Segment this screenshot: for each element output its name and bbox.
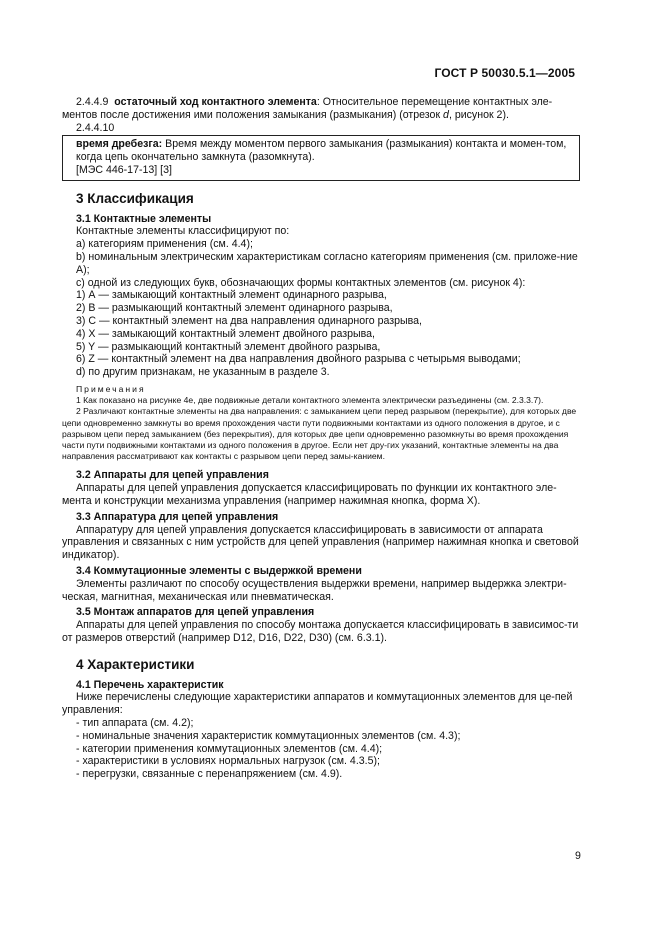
list-item: - перегрузки, связанные с перенапряжением (см. 4.9). <box>76 768 343 781</box>
list-item: 3) С — контактный элемент на два направления одинарного разрыва, <box>76 314 422 327</box>
list-item: - тип аппарата (см. 4.2); <box>76 716 194 729</box>
term-bounce-time: время дребезга: <box>76 138 163 151</box>
section-4-title: 4 Характеристики <box>76 656 195 672</box>
subsection-3-3-title: 3.3 Аппаратура для цепей управления <box>76 510 279 523</box>
definition-box <box>62 135 580 180</box>
subsection-4-1-title: 4.1 Перечень характеристик <box>76 678 224 691</box>
list-item: - категории применения коммутационных элементов (см. 4.4); <box>76 742 383 755</box>
subsection-3-2-title: 3.2 Аппараты для цепей управления <box>76 469 269 482</box>
list-item: 4) Х — замыкающий контактный элемент двойного разрыва, <box>76 327 375 340</box>
list-item: - характеристики в условиях нормальных нагрузок (см. 4.3.5); <box>76 755 380 768</box>
clause-number: 2.4.4.9 <box>76 96 109 108</box>
list-item: c) одной из следующих букв, обозначающих формы контактных элементов (см. рисунок 4): <box>76 276 526 289</box>
standard-header: ГОСТ Р 50030.5.1—2005 <box>434 66 575 80</box>
list-item: 6) Z — контактный элемент на два направления двойного разрыва с четырьмя выводами; <box>76 353 521 366</box>
s35-text: Аппараты для цепей управления по способу монтажа допускается классифицировать в зависимос-ти от размеров отверстий (например D12, D16, D22, D30) (см. 6.3.1). <box>62 619 579 644</box>
clause-text: : Относительное перемещение контактных эле-ментов после достижения ими положения замыкания (размыкания) (отрезок <box>62 96 553 121</box>
page-number: 9 <box>575 850 581 862</box>
list-item: 5) Y — размыкающий контактный элемент двойного разрыва, <box>76 340 381 353</box>
subsection-3-4-title: 3.4 Коммутационные элементы с выдержкой времени <box>76 564 362 577</box>
clause-2-4-4-10: 2.4.4.10 <box>76 121 115 134</box>
s32-text: Аппараты для цепей управления допускается классифицировать по функции их контактного эле-мента и конструкции механизма управления (например нажимная кнопка, форма Х). <box>62 482 557 507</box>
page-content <box>62 96 580 781</box>
note-1: 1 Как показано на рисунке 4е, две подвижные детали контактного элемента электрически разъединены (см. 2.3.3.7). <box>76 395 544 406</box>
clause-text-end: , рисунок 2). <box>448 108 509 121</box>
list-item: d) по другим признакам, не указанным в разделе 3. <box>76 366 330 379</box>
clause-2-4-4-9 <box>62 96 580 122</box>
notes-block <box>62 384 580 462</box>
definition-text: Время между моментом первого замыкания (размыкания) контакта и момен-том, когда цепь окончательно замкнута (разомкнута). <box>76 138 567 164</box>
clause-italic: d <box>443 108 449 121</box>
s34-text: Элементы различают по способу осуществления выдержки времени, например выдержка электри-ческая, магнитная, механическая или пневматическая. <box>62 577 567 603</box>
s41-intro: Ниже перечислены следующие характеристики аппаратов и коммутационных элементов для це-пей управления: <box>62 691 573 717</box>
subsection-3-1-title: 3.1 Контактные элементы <box>76 212 212 225</box>
list-item: a) категориям применения (см. 4.4); <box>76 238 253 251</box>
notes-title: Примечания <box>76 383 146 394</box>
section-3-title: 3 Классификация <box>76 190 194 206</box>
list-item: 2) В — размыкающий контактный элемент одинарного разрыва, <box>76 302 393 315</box>
s33-text: Аппаратуру для цепей управления допускается классифицировать в зависимости от аппарата управления и связанных с ним устройств для цепей управления (например нажимная кнопка и световой индикатор). <box>62 523 579 562</box>
subsection-3-5-title: 3.5 Монтаж аппаратов для цепей управления <box>76 606 315 619</box>
list-item: b) номинальным электрическим характеристикам согласно категориям применения (см. приложе-ние А); <box>76 250 578 276</box>
note-2: 2 Различают контактные элементы на два направления: с замыканием цепи перед разрывом (перекрытие), для которых две цепи одновременно замкнуты во время прохождения части пути подвижными контактами из одного положения в другое, и с разрывом цепи перед замыканием (без перекрытия), для которых две цепи одновременно разомкнуты во время прохождения части пути подвижными контактами из одного положения в другое. Если нет дру-гих указаний, контактные элементы на два направления рассматривают как контакты с разрывом цепи перед замы-канием. <box>62 406 577 462</box>
list-item: - номинальные значения характеристик коммутационных элементов (см. 4.3); <box>76 729 461 742</box>
term-residual-travel: остаточный ход контактного элемента <box>114 96 317 108</box>
s31-intro: Контактные элементы классифицируют по: <box>76 225 290 238</box>
list-item: 1) А — замыкающий контактный элемент одинарного разрыва, <box>76 289 387 302</box>
definition-reference: [МЭС 446-17-13] [3] <box>76 163 172 176</box>
